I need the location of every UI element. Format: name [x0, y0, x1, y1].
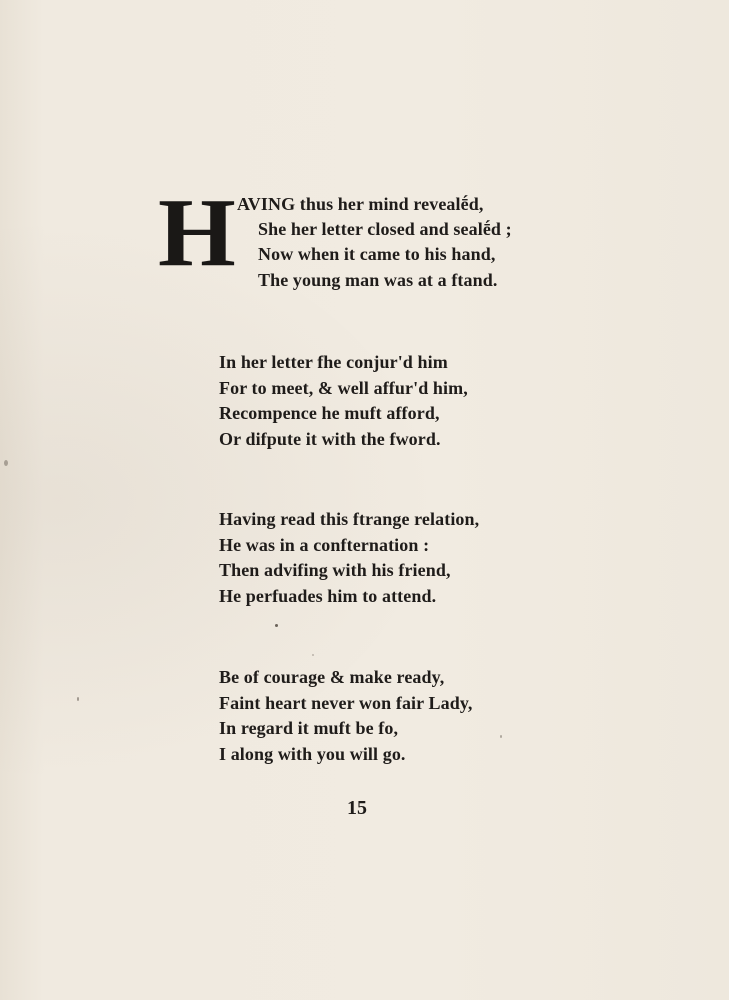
stanza-4: [219, 665, 473, 767]
stanza-2: [219, 350, 468, 452]
stanza-3: [219, 507, 479, 609]
poem-line: In regard it muft be fo,: [219, 718, 399, 738]
paper-speck: [500, 735, 502, 738]
poem-line: She her letter closed and sealḗd ;: [258, 219, 512, 239]
paper-speck: [4, 460, 8, 466]
poem-line: He was in a confternation :: [219, 534, 430, 555]
poem-line: Having read this ftrange relation,: [219, 509, 480, 529]
poem-line: Recompence he muft afford,: [219, 403, 440, 423]
page-number: 15: [347, 797, 367, 819]
poem-line: In her letter fhe conjur'd him: [219, 352, 448, 372]
poem-line: Then advifing with his friend,: [219, 560, 451, 580]
paper-speck: [77, 697, 79, 701]
poem-line: I along with you will go.: [219, 743, 406, 764]
drop-cap-initial: H: [158, 178, 236, 287]
paper-speck: [275, 624, 278, 627]
poem-line: Or difpute it with the fword.: [219, 428, 441, 449]
paper-speck: [312, 654, 314, 656]
poem-line: AVING thus her mind revealḗd,: [237, 194, 484, 214]
poem-line: The young man was at a ftand.: [258, 270, 498, 290]
poem-line: He perfuades him to attend.: [219, 585, 437, 606]
poem-line: Be of courage & make ready,: [219, 667, 445, 687]
poem-line: For to meet, & well affur'd him,: [219, 377, 468, 398]
poem-line: Now when it came to his hand,: [258, 244, 496, 264]
poem-line: Faint heart never won fair Lady,: [219, 692, 473, 713]
